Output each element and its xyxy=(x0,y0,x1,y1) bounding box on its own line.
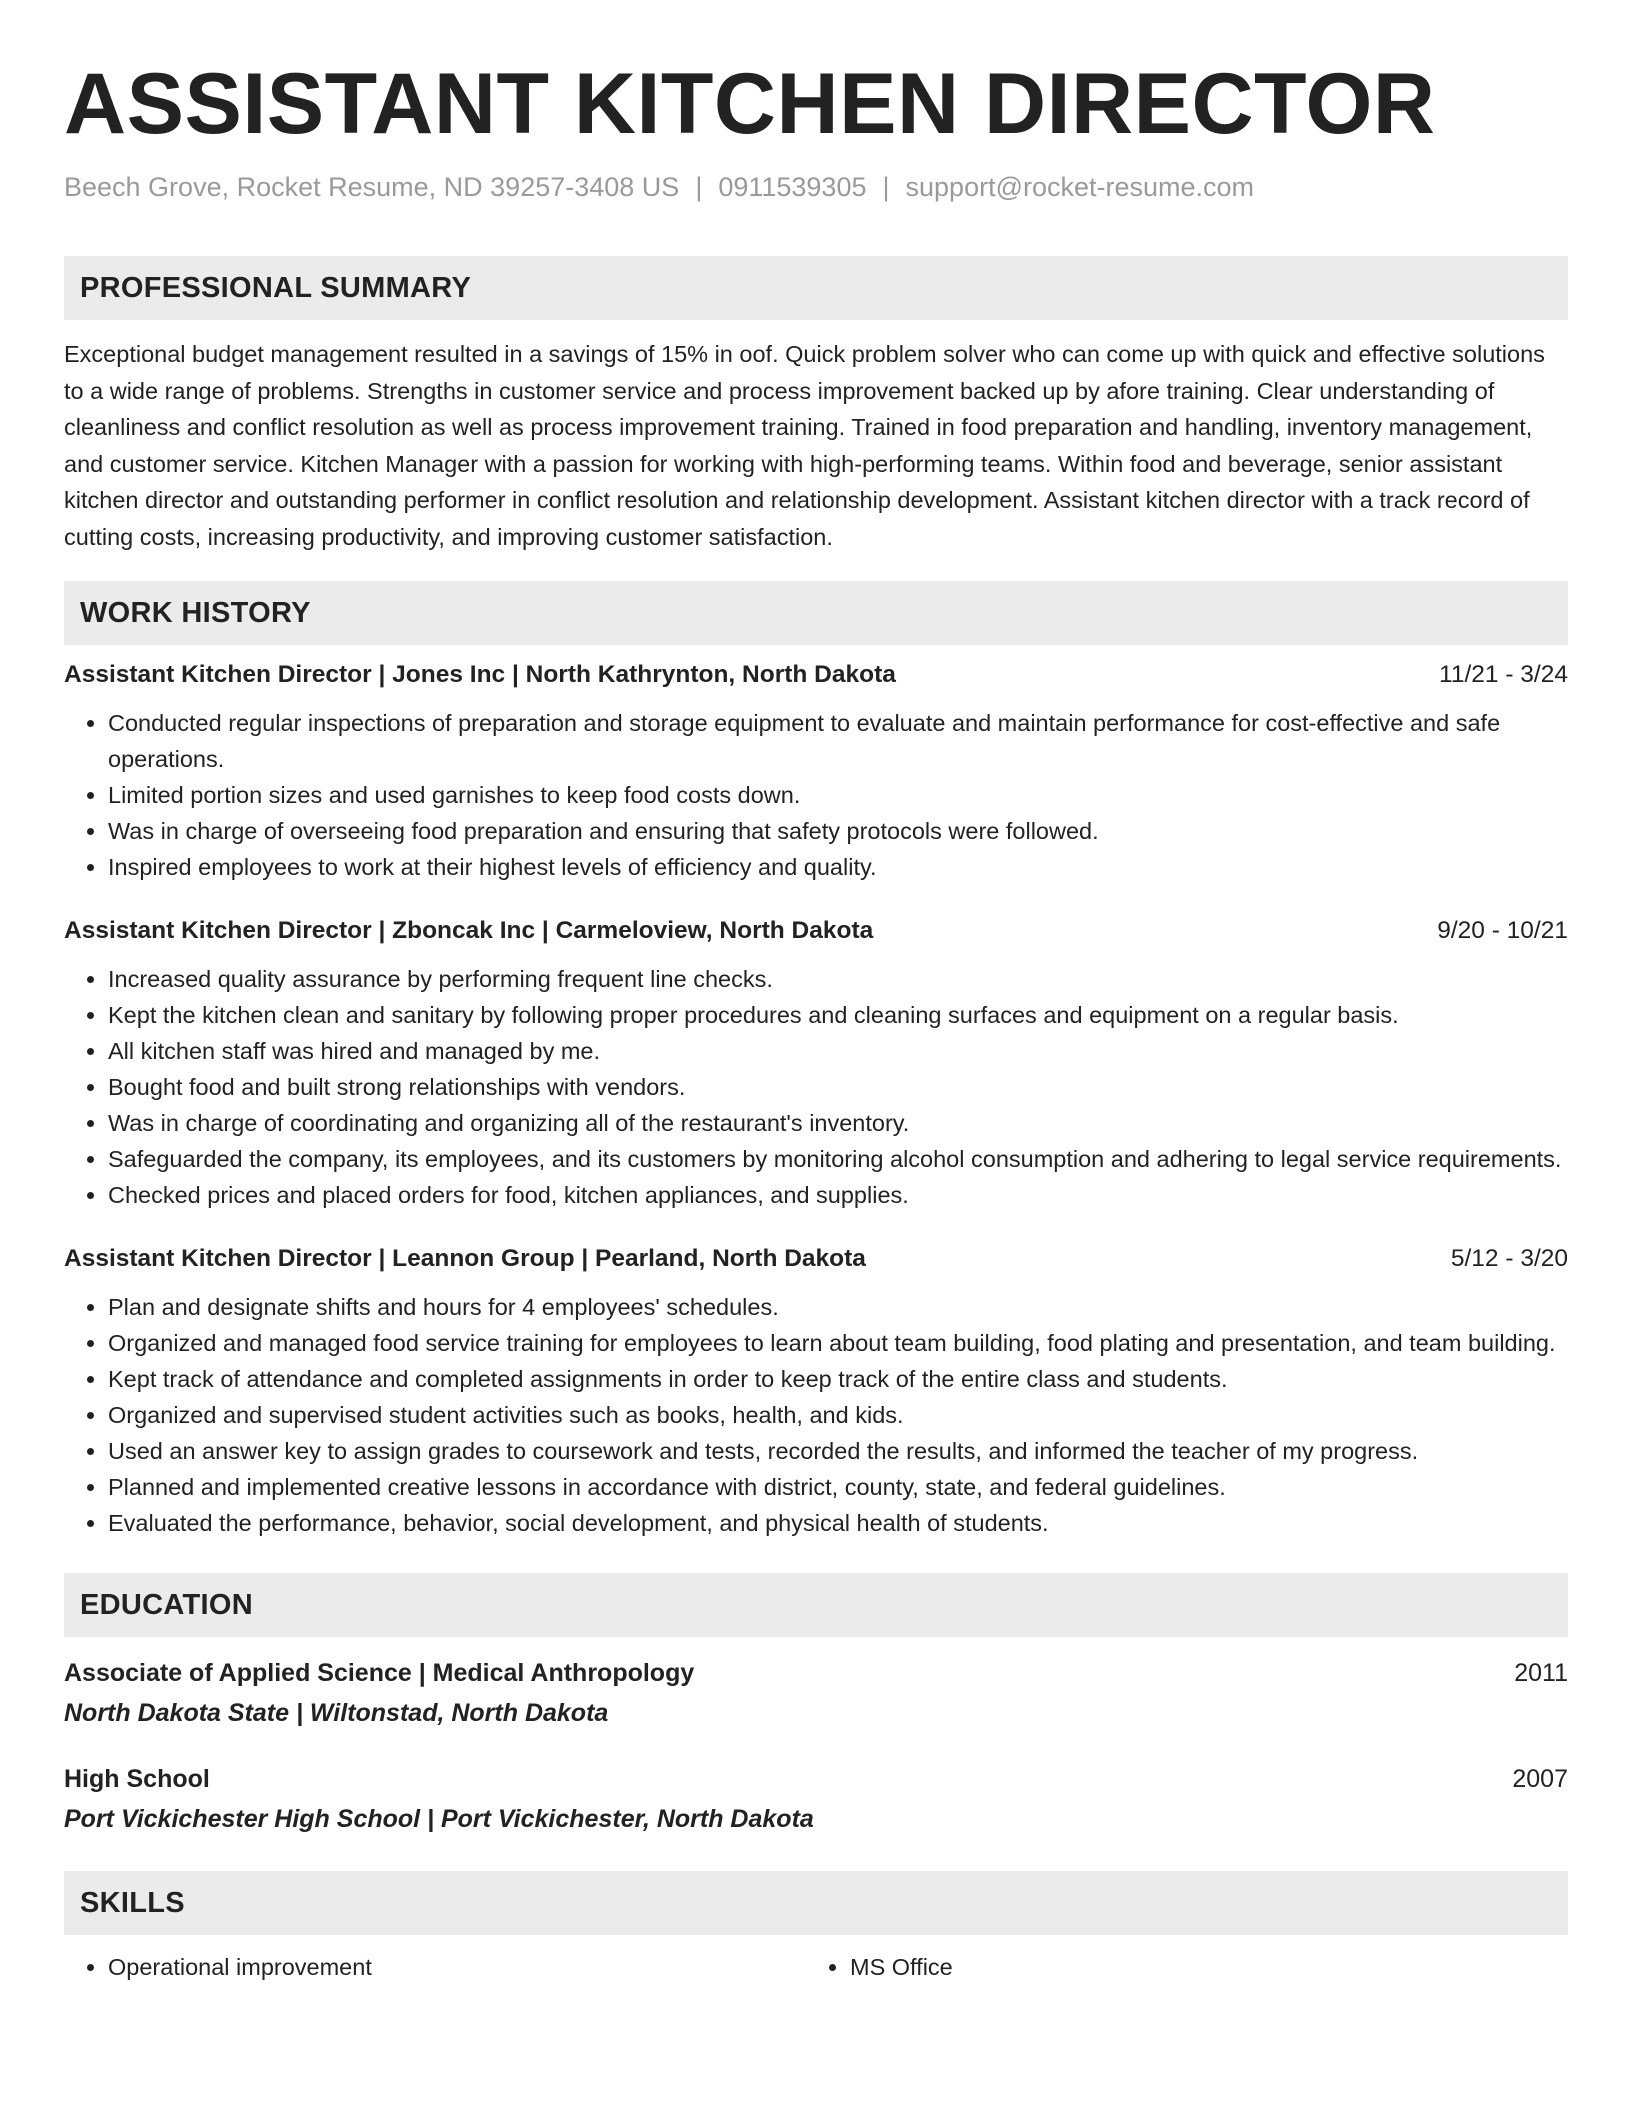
education-school: Port Vickichester High School | Port Vickichester, North Dakota xyxy=(64,1805,814,1833)
job-bullet: • Kept the kitchen clean and sanitary by following proper procedures and cleaning surfaces and equipment on a regular basis. xyxy=(108,997,1568,1033)
skills-column-right xyxy=(806,1949,1548,1985)
education-header xyxy=(64,1655,1568,1691)
job-bullet: • Bought food and built strong relationships with vendors. xyxy=(108,1069,1568,1105)
job-entry xyxy=(64,657,1568,885)
job-entry xyxy=(64,913,1568,1213)
education-entry xyxy=(64,1761,1568,1837)
summary-text: Exceptional budget management resulted in a savings of 15% in oof. Quick problem solver who can come up with quick and effective solutions to a wide range of problems. Strengths in customer service and process improvement backed up by afore training. Clear understanding of cleanliness and conflict resolution as well as process improvement training. Trained in food preparation and handling, inventory management, and customer service. Kitchen Manager with a passion for working with high-performing teams. Within food and beverage, senior assistant kitchen director and outstanding performer in conflict resolution and relationship development. Assistant kitchen director with a track record of cutting costs, increasing productivity, and improving customer satisfaction. xyxy=(64,341,1545,550)
education-year: 2007 xyxy=(1512,1765,1568,1793)
education-entry xyxy=(64,1655,1568,1731)
resume-page xyxy=(64,0,1568,1985)
job-bullet: • Was in charge of overseeing food preparation and ensuring that safety protocols were followed. xyxy=(108,813,1568,849)
job-header xyxy=(64,913,1568,949)
candidate-name: ASSISTANT KITCHEN DIRECTOR xyxy=(64,56,1436,152)
job-header xyxy=(64,1241,1568,1277)
job-bullet: • Checked prices and placed orders for food, kitchen appliances, and supplies. xyxy=(108,1177,1568,1213)
job-bullet: • Plan and designate shifts and hours for 4 employees' schedules. xyxy=(108,1289,1568,1325)
job-header xyxy=(64,657,1568,693)
skills-column-left xyxy=(64,1949,806,1985)
contact-separator: | xyxy=(882,172,890,202)
job-bullet: • Conducted regular inspections of preparation and storage equipment to evaluate and maintain performance for cost-effective and safe operations. xyxy=(108,705,1568,777)
job-bullet: • Safeguarded the company, its employees, and its customers by monitoring alcohol consumption and adhering to legal service requirements. xyxy=(108,1141,1568,1177)
work-history-heading: WORK HISTORY xyxy=(64,581,1568,645)
skills-list xyxy=(64,1949,1568,1985)
job-bullet: • Organized and supervised student activities such as books, health, and kids. xyxy=(108,1397,1568,1433)
job-title: Assistant Kitchen Director | Zboncak Inc | Carmeloview, North Dakota xyxy=(64,917,874,944)
job-dates: 5/12 - 3/20 xyxy=(1450,1245,1568,1272)
education-school: North Dakota State | Wiltonstad, North Dakota xyxy=(64,1699,609,1727)
job-title: Assistant Kitchen Director | Leannon Group | Pearland, North Dakota xyxy=(64,1245,866,1272)
contact-email: support@rocket-resume.com xyxy=(905,172,1255,202)
job-bullet: • Kept track of attendance and completed assignments in order to keep track of the entire class and students. xyxy=(108,1361,1568,1397)
education-heading: EDUCATION xyxy=(64,1573,1568,1637)
education-degree: Associate of Applied Science | Medical Anthropology xyxy=(64,1659,695,1687)
education-degree: High School xyxy=(64,1765,210,1793)
job-bullet: • Inspired employees to work at their highest levels of efficiency and quality. xyxy=(108,849,1568,885)
job-bullet: • Used an answer key to assign grades to coursework and tests, recorded the results, and informed the teacher of my progress. xyxy=(108,1433,1568,1469)
job-bullet: • Evaluated the performance, behavior, social development, and physical health of students. xyxy=(108,1505,1568,1541)
education-header xyxy=(64,1761,1568,1797)
job-bullet: • Planned and implemented creative lessons in accordance with district, county, state, and federal guidelines. xyxy=(108,1469,1568,1505)
skills-heading: SKILLS xyxy=(64,1871,1568,1935)
job-dates: 11/21 - 3/24 xyxy=(1439,661,1568,688)
skill-item: • MS Office xyxy=(850,1949,1548,1985)
job-entry xyxy=(64,1241,1568,1541)
job-bullet: • Organized and managed food service training for employees to learn about team building, food plating and presentation, and team building. xyxy=(108,1325,1568,1361)
job-title: Assistant Kitchen Director | Jones Inc | North Kathrynton, North Dakota xyxy=(64,661,896,688)
contact-separator: | xyxy=(695,172,703,202)
job-bullet: • All kitchen staff was hired and managed by me. xyxy=(108,1033,1568,1069)
job-bullet: • Limited portion sizes and used garnishes to keep food costs down. xyxy=(108,777,1568,813)
job-bullet: • Was in charge of coordinating and organizing all of the restaurant's inventory. xyxy=(108,1105,1568,1141)
contact-phone: 0911539305 xyxy=(718,172,867,202)
contact-line xyxy=(64,170,1568,204)
education-year: 2011 xyxy=(1514,1659,1568,1687)
job-bullet: • Increased quality assurance by performing frequent line checks. xyxy=(108,961,1568,997)
summary-heading: PROFESSIONAL SUMMARY xyxy=(64,256,1568,320)
job-dates: 9/20 - 10/21 xyxy=(1437,917,1568,944)
job-bullets xyxy=(64,1289,1568,1541)
job-bullets xyxy=(64,961,1568,1213)
contact-address: Beech Grove, Rocket Resume, ND 39257-3408 US xyxy=(64,172,680,202)
skill-item: • Operational improvement xyxy=(108,1949,806,1985)
job-bullets xyxy=(64,705,1568,885)
